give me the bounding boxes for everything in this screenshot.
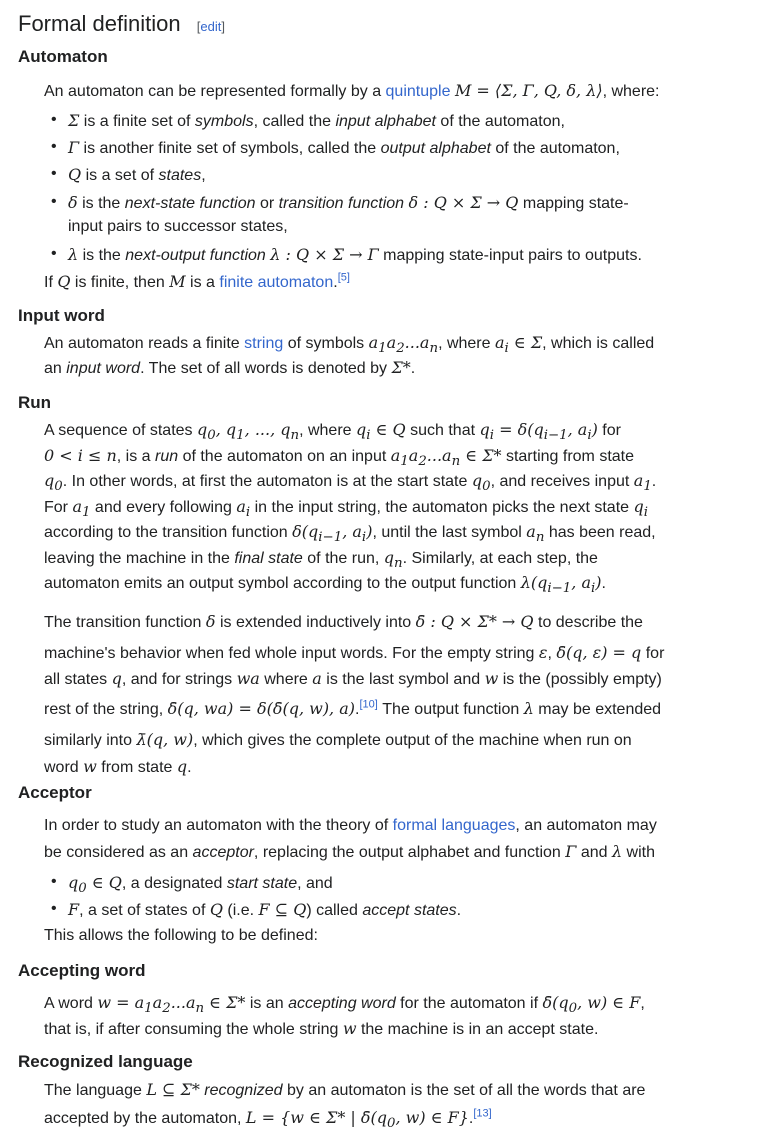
acceptor-list-item: $q_0$ ∈ Q, a designated start state, and [68,873,333,897]
finite-post: . [333,274,338,291]
finite-q-math: Q [57,272,71,291]
finite-m-math: M [169,272,186,291]
list-bullet: • [51,165,57,182]
run-line: 0 < i ≤ n, is a run of the automaton on an input $a_1a_2...a_n$ ∈ Σ* starting from state [44,446,635,470]
automaton-heading: Automaton [18,47,108,66]
finite-mid2: is a [185,274,220,291]
finite-automaton-sentence [44,272,350,292]
finite-pre: If [44,274,58,291]
run-extension-line: word w from state q. [44,757,192,776]
edit-open-bracket: [ [196,19,201,34]
accepting-word-line-2: that is, if after consuming the whole string w the machine is in an accept state. [44,1019,599,1038]
list-bullet: • [51,193,57,210]
automaton-list-item: Γ is another finite set of symbols, called the output alphabet of the automaton, [68,138,620,157]
acceptor-line-2: be considered as an acceptor, replacing the output alphabet and function Γ and λ with [44,842,656,861]
input-word-heading: Input word [18,306,105,325]
input-word-line-1: An automaton reads a finite string of symbols $a_1a_2...a_n$, where $a_i$ ∈ Σ, which is called [44,333,655,357]
automaton-list-item: Σ is a finite set of symbols, called the input alphabet of the automaton, [68,111,565,130]
automaton-list-item: λ is the next-output function λ : Q × Σ → Γ mapping state-input pairs to outputs. [68,245,642,264]
section-title [18,11,225,37]
edit-section [197,19,225,34]
automaton-list-item: Q is a set of states, [68,165,206,184]
quintuple-math: M = ⟨Σ, Γ, Q, δ, λ⟩ [454,81,603,100]
run-extension-line: all states q, and for strings wa where a is the last symbol and w is the (possibly empty) [44,669,662,688]
input-word-line-2: an input word. The set of all words is denoted by Σ*. [44,358,416,377]
accepting-word-heading: Accepting word [18,961,146,980]
string-link[interactable]: string [244,335,284,352]
ref-13-link[interactable]: [13] [473,1107,492,1120]
run-line: automaton emits an output symbol according to the output function $\lambda(q_{i-1}$, $a_i$). [44,573,606,597]
list-bullet: • [51,873,57,890]
quintuple-link[interactable]: quintuple [385,83,451,100]
run-extension-line: The transition function δ is extended inductively into δ̄ : Q × Σ* → Q to describe the [44,612,643,631]
run-line: For $a_1$ and every following $a_i$ in the input string, the automaton picks the next state $q_i$ [44,497,649,521]
edit-close-bracket: ] [221,19,225,34]
recognized-language-heading: Recognized language [18,1052,193,1071]
list-bullet: • [51,245,57,262]
automaton-intro-text: An automaton can be represented formally by a [44,83,386,100]
acceptor-line-1: In order to study an automaton with the theory of formal languages, an automaton may [44,817,657,834]
finite-automaton-link[interactable]: finite automaton [219,274,334,291]
formal-languages-link[interactable]: formal languages [392,817,516,834]
automaton-intro-end: , where: [602,83,660,100]
run-extension-line: machine's behavior when fed whole input words. For the empty string ε, δ̄(q, ε) = q for [44,643,665,662]
recognized-language-line-2: accepted by the automaton, L = {w ∈ Σ* | $\deltā(q_0$, w) ∈ F}.[13] [44,1107,492,1132]
run-line: $q_0$. In other words, at first the automaton is at the start state $q_0$, and receives input $a_1$. [44,471,657,495]
automaton-intro [44,81,660,101]
acceptor-list-item: F, a set of states of Q (i.e. F ⊆ Q) called accept states. [68,900,462,919]
run-heading: Run [18,393,52,412]
run-extension-line: similarly into λ̄(q, w), which gives the complete output of the machine when run on [44,730,632,749]
list-bullet: • [51,138,57,155]
finite-mid: is finite, then [70,274,170,291]
list-bullet: • [51,900,57,917]
section-title-text: Formal definition [18,11,181,36]
ref-5-link[interactable]: [5] [337,271,350,284]
automaton-list-item: δ is the next-state function or transition function δ : Q × Σ → Q mapping state- [68,193,629,212]
acceptor-heading: Acceptor [18,783,92,802]
run-line: A sequence of states $q_0$, $q_1$, ..., $q_n$, where $q_i$ ∈ Q such that $q_i = \delta(q_{i-1}$, $a_i$) for [44,420,621,444]
run-line: according to the transition function $\delta(q_{i-1}$, $a_i$), until the last symbol $a_n$ has been read, [44,522,656,546]
recognized-language-line-1: The language L ⊆ Σ* recognized by an automaton is the set of all the words that are [44,1080,646,1099]
accepting-word-line-1: A word $w = a_1a_2...a_n$ ∈ Σ* is an accepting word for the automaton if $\deltā(q_0$, w) ∈ F, [44,993,645,1017]
acceptor-closing: This allows the following to be defined: [44,927,318,944]
list-bullet: • [51,111,57,128]
edit-link[interactable]: edit [200,19,222,34]
ref-10-link[interactable]: [10] [359,698,378,711]
automaton-list-item-continuation: input pairs to successor states, [68,218,288,235]
run-extension-line: rest of the string, δ̄(q, wa) = δ(δ̄(q, w), a).[10] The output function λ may be extended [44,698,662,718]
run-line: leaving the machine in the final state of the run, $q_n$. Similarly, at each step, the [44,548,598,572]
